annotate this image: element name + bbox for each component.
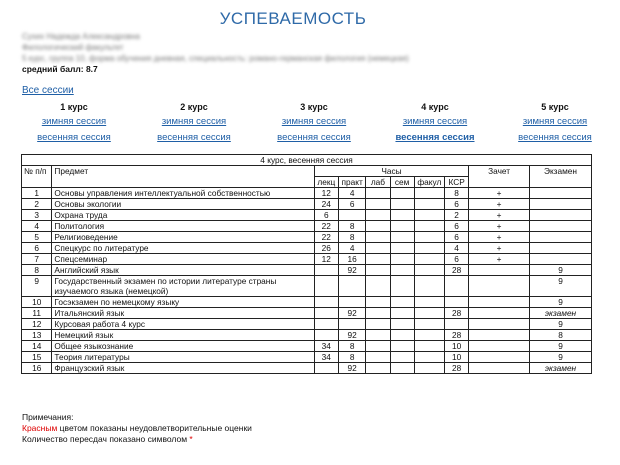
hours-cell (366, 330, 390, 341)
hours-cell (338, 319, 366, 330)
exam-grade-cell: экзамен (530, 363, 592, 374)
hours-cell: 6 (314, 210, 338, 221)
hours-col-header: КСР (445, 177, 469, 188)
hours-cell: 8 (338, 341, 366, 352)
hours-col-header: практ (338, 177, 366, 188)
subject-name: Спецсеминар (52, 254, 314, 265)
row-number: 16 (22, 363, 52, 374)
grades-table (21, 154, 592, 374)
hours-cell (390, 341, 414, 352)
hours-cell (390, 254, 414, 265)
winter-session-link[interactable]: зимняя сессия (161, 116, 227, 127)
exam-grade-cell (530, 199, 592, 210)
hours-cell: 34 (314, 352, 338, 363)
retake-text: Количество пересдач показано символом (22, 434, 190, 444)
hours-cell: 16 (338, 254, 366, 265)
row-number: 14 (22, 341, 52, 352)
exam-grade-cell (530, 254, 592, 265)
hours-cell (366, 319, 390, 330)
hours-cell (390, 210, 414, 221)
hours-cell (314, 319, 338, 330)
hours-cell (414, 352, 444, 363)
table-row (22, 341, 592, 352)
course-title: 2 курс (180, 102, 208, 112)
hours-cell: 6 (338, 199, 366, 210)
subject-name: Государственный экзамен по истории литературе страны изучаемого языка (немецкой) (52, 276, 314, 297)
credit-cell (469, 352, 530, 363)
hours-cell (414, 308, 444, 319)
hours-cell: 4 (338, 188, 366, 199)
credit-cell: + (469, 188, 530, 199)
subject-name: Основы экологии (52, 199, 314, 210)
hours-cell (390, 352, 414, 363)
credit-cell (469, 265, 530, 276)
table-row (22, 232, 592, 243)
hours-cell (445, 276, 469, 297)
hours-col-header: лекц (314, 177, 338, 188)
hours-cell (414, 363, 444, 374)
winter-session-link[interactable]: зимняя сессия (522, 116, 588, 127)
hours-cell (314, 330, 338, 341)
gpa-value: средний балл: 8.7 (22, 64, 98, 74)
spring-session-link[interactable]: весенняя сессия (395, 132, 475, 143)
hours-cell: 24 (314, 199, 338, 210)
hours-cell (366, 210, 390, 221)
subject-name: Основы управления интеллектуальной собственностью (52, 188, 314, 199)
credit-cell (469, 330, 530, 341)
table-row (22, 352, 592, 363)
exam-grade-cell (530, 210, 592, 221)
hours-cell (366, 199, 390, 210)
hours-cell (414, 341, 444, 352)
hours-cell: 92 (338, 330, 366, 341)
hours-cell: 2 (445, 210, 469, 221)
hours-cell (314, 363, 338, 374)
hours-cell (366, 363, 390, 374)
hours-cell (366, 243, 390, 254)
hours-cell: 6 (445, 254, 469, 265)
hours-cell (338, 210, 366, 221)
hours-cell: 6 (445, 221, 469, 232)
row-number: 12 (22, 319, 52, 330)
hours-cell (414, 243, 444, 254)
hours-cell (366, 276, 390, 297)
hours-cell (366, 265, 390, 276)
exam-grade-cell (530, 243, 592, 254)
hours-cell: 92 (338, 363, 366, 374)
hours-cell: 34 (314, 341, 338, 352)
hours-cell: 92 (338, 308, 366, 319)
table-caption: 4 курс, весенняя сессия (22, 155, 592, 166)
subject-name: Спецкурс по литературе (52, 243, 314, 254)
hours-cell: 26 (314, 243, 338, 254)
student-name: Сухих Надежда Александровна (22, 32, 141, 41)
row-number: 7 (22, 254, 52, 265)
hours-cell (414, 276, 444, 297)
exam-grade-cell: 9 (530, 352, 592, 363)
table-row (22, 188, 592, 199)
hours-cell (314, 297, 338, 308)
table-row (22, 363, 592, 374)
course-column (254, 100, 374, 146)
credit-cell (469, 308, 530, 319)
hours-cell (366, 352, 390, 363)
row-number: 11 (22, 308, 52, 319)
table-row (22, 276, 592, 297)
col-subject-header: Предмет (52, 166, 314, 188)
hours-cell: 6 (445, 199, 469, 210)
course-column (495, 100, 615, 146)
row-number: 3 (22, 210, 52, 221)
hours-cell: 28 (445, 265, 469, 276)
row-number: 5 (22, 232, 52, 243)
credit-cell (469, 341, 530, 352)
subject-name: Немецкий язык (52, 330, 314, 341)
hours-cell (366, 341, 390, 352)
table-row (22, 199, 592, 210)
hours-cell: 12 (314, 188, 338, 199)
hours-cell (390, 188, 414, 199)
hours-cell (414, 330, 444, 341)
hours-cell: 6 (445, 232, 469, 243)
row-number: 13 (22, 330, 52, 341)
student-details: 5 курс, группа 10, форма обучения дневная, специальность: романо-германская филология (немецкая) (22, 54, 409, 63)
row-number: 1 (22, 188, 52, 199)
hours-cell (366, 188, 390, 199)
hours-cell: 12 (314, 254, 338, 265)
hours-cell (414, 297, 444, 308)
hours-cell (338, 276, 366, 297)
hours-cell (445, 319, 469, 330)
hours-cell (414, 232, 444, 243)
hours-cell: 10 (445, 352, 469, 363)
hours-cell (390, 232, 414, 243)
credit-cell: + (469, 232, 530, 243)
hours-cell (414, 210, 444, 221)
row-number: 15 (22, 352, 52, 363)
hours-cell: 4 (338, 243, 366, 254)
hours-cell (414, 319, 444, 330)
all-sessions-link[interactable]: Все сессии (22, 85, 74, 96)
hours-cell (390, 330, 414, 341)
col-num-header: № п/п (22, 166, 52, 188)
course-column (375, 100, 495, 146)
hours-cell (390, 221, 414, 232)
hours-cell: 8 (338, 232, 366, 243)
hours-cell (390, 265, 414, 276)
exam-grade-cell: 9 (530, 319, 592, 330)
hours-cell (314, 308, 338, 319)
hours-cell: 28 (445, 330, 469, 341)
exam-grade-cell: 9 (530, 265, 592, 276)
course-title: 4 курс (421, 102, 449, 112)
exam-grade-cell: 9 (530, 276, 592, 297)
exam-grade-cell (530, 232, 592, 243)
hours-cell: 22 (314, 232, 338, 243)
row-number: 8 (22, 265, 52, 276)
exam-grade-cell: 9 (530, 297, 592, 308)
row-number: 4 (22, 221, 52, 232)
hours-cell (314, 265, 338, 276)
hours-cell (338, 297, 366, 308)
hours-cell (414, 265, 444, 276)
notes-retake-line (22, 434, 252, 445)
course-title: 5 курс (541, 102, 569, 112)
winter-session-link[interactable]: зимняя сессия (402, 116, 468, 127)
hours-cell: 4 (445, 243, 469, 254)
table-row (22, 319, 592, 330)
col-credit-header: Зачет (469, 166, 530, 188)
hours-cell (414, 188, 444, 199)
retake-symbol: * (189, 434, 193, 444)
credit-cell (469, 363, 530, 374)
hours-cell (414, 199, 444, 210)
exam-grade-cell (530, 188, 592, 199)
hours-cell: 28 (445, 363, 469, 374)
exam-grade-cell (530, 221, 592, 232)
subject-name: Госэкзамен по немецкому языку (52, 297, 314, 308)
subject-name: Теория литературы (52, 352, 314, 363)
exam-grade-cell: 9 (530, 341, 592, 352)
hours-cell (390, 319, 414, 330)
hours-cell (314, 276, 338, 297)
row-number: 2 (22, 199, 52, 210)
table-row (22, 221, 592, 232)
table-row (22, 265, 592, 276)
table-row (22, 330, 592, 341)
hours-cell (390, 308, 414, 319)
hours-cell (445, 297, 469, 308)
subject-name: Французский язык (52, 363, 314, 374)
hours-cell (366, 254, 390, 265)
course-title: 3 курс (300, 102, 328, 112)
hours-col-header: лаб (366, 177, 390, 188)
winter-session-link[interactable]: зимняя сессия (41, 116, 107, 127)
row-number: 10 (22, 297, 52, 308)
subject-name: Общее языкознание (52, 341, 314, 352)
red-line-rest: цветом показаны неудовлетворительные оценки (57, 423, 252, 433)
hours-cell: 8 (445, 188, 469, 199)
hours-cell (390, 276, 414, 297)
table-row (22, 254, 592, 265)
col-exam-header: Экзамен (530, 166, 592, 188)
credit-cell: + (469, 221, 530, 232)
hours-cell: 28 (445, 308, 469, 319)
notes-red-line (22, 423, 252, 434)
red-word: Красным (22, 423, 58, 433)
subject-name: Курсовая работа 4 курс (52, 319, 314, 330)
credit-cell: + (469, 210, 530, 221)
hours-cell (366, 308, 390, 319)
student-faculty: Филологический факультет (22, 43, 124, 52)
credit-cell: + (469, 199, 530, 210)
credit-cell (469, 297, 530, 308)
spring-session-link[interactable]: весенняя сессия (37, 132, 111, 143)
hours-cell (390, 363, 414, 374)
page-title: УСПЕВАЕМОСТЬ (219, 9, 367, 28)
subject-name: Политология (52, 221, 314, 232)
credit-cell: + (469, 254, 530, 265)
winter-session-link[interactable]: зимняя сессия (281, 116, 347, 127)
course-title: 1 курс (60, 102, 88, 112)
subject-name: Английский язык (52, 265, 314, 276)
hours-cell: 92 (338, 265, 366, 276)
spring-session-link[interactable]: весенняя сессия (277, 132, 351, 143)
hours-cell (366, 221, 390, 232)
col-hours-header: Часы (314, 166, 468, 177)
hours-cell: 22 (314, 221, 338, 232)
credit-cell (469, 276, 530, 297)
notes-section (22, 412, 252, 445)
subject-name: Религиоведение (52, 232, 314, 243)
hours-cell (366, 297, 390, 308)
hours-col-header: сем (390, 177, 414, 188)
student-info (22, 31, 409, 75)
hours-cell (414, 254, 444, 265)
spring-session-link[interactable]: весенняя сессия (157, 132, 231, 143)
hours-cell: 10 (445, 341, 469, 352)
table-row (22, 308, 592, 319)
course-column (134, 100, 254, 146)
hours-cell (390, 199, 414, 210)
table-row (22, 297, 592, 308)
hours-cell (390, 243, 414, 254)
hours-cell: 8 (338, 221, 366, 232)
hours-col-header: факул (414, 177, 444, 188)
hours-cell (366, 232, 390, 243)
subject-name: Охрана труда (52, 210, 314, 221)
table-row (22, 243, 592, 254)
row-number: 9 (22, 276, 52, 297)
notes-heading: Примечания: (22, 412, 74, 422)
subject-name: Итальянский язык (52, 308, 314, 319)
credit-cell: + (469, 243, 530, 254)
hours-cell (390, 297, 414, 308)
credit-cell (469, 319, 530, 330)
table-row (22, 210, 592, 221)
exam-grade-cell: 8 (530, 330, 592, 341)
hours-cell (414, 221, 444, 232)
exam-grade-cell: экзамен (530, 308, 592, 319)
row-number: 6 (22, 243, 52, 254)
course-column (14, 100, 134, 146)
spring-session-link[interactable]: весенняя сессия (518, 132, 592, 143)
hours-cell: 8 (338, 352, 366, 363)
